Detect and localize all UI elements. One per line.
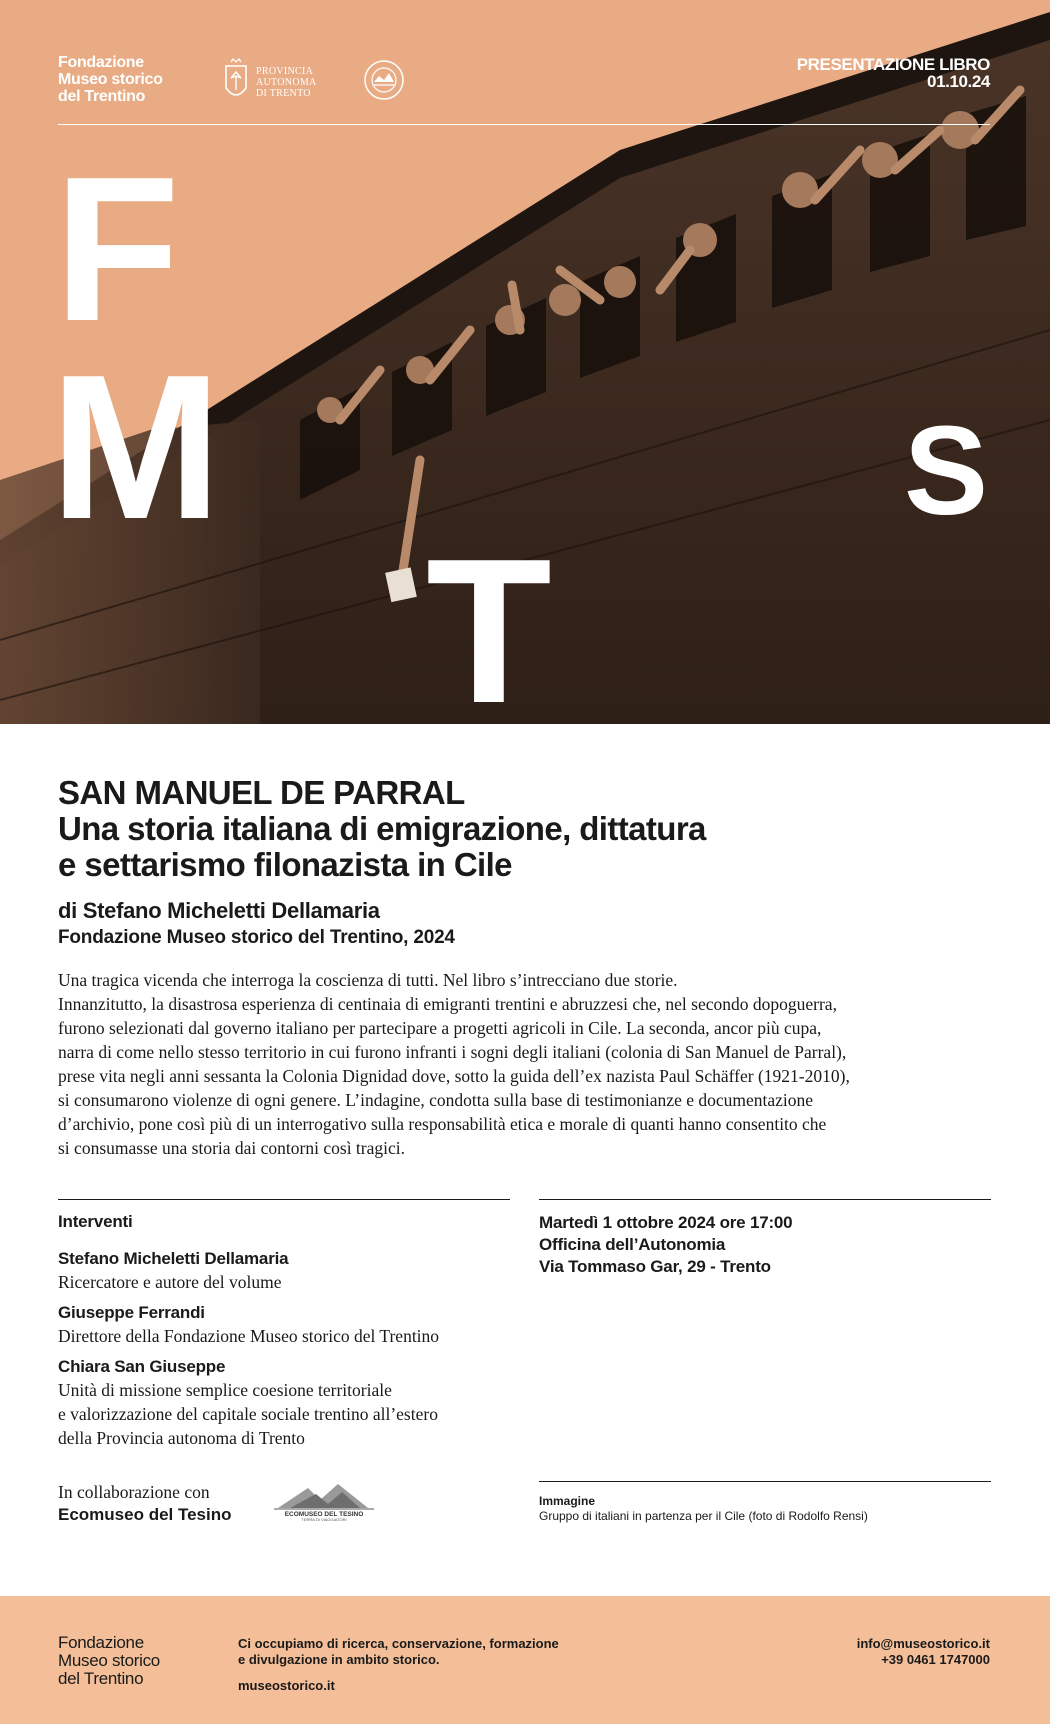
book-author: di Stefano Micheletti Dellamaria <box>58 898 380 923</box>
speaker-item <box>58 1248 510 1294</box>
hero-banner <box>0 0 1050 724</box>
event-venue: Officina dell’Autonomia <box>539 1235 726 1254</box>
footer <box>0 1596 1050 1724</box>
speakers-heading: Interventi <box>58 1212 133 1231</box>
logo-letter-t: T <box>426 516 552 724</box>
book-title: SAN MANUEL DE PARRAL <box>58 774 465 811</box>
speaker-role: Ricercatore e autore del volume <box>58 1272 282 1292</box>
ecomuseo-logo-tagline: TERRA DI VIAGGIATORI <box>301 1517 347 1522</box>
image-credit-caption: Gruppo di italiani in partenza per il Cile (foto di Rodolfo Rensi) <box>539 1509 868 1523</box>
speaker-item <box>58 1302 510 1348</box>
speaker-name: Giuseppe Ferrandi <box>58 1303 205 1322</box>
speaker-name: Chiara San Giuseppe <box>58 1357 226 1376</box>
speaker-role: Direttore della Fondazione Museo storico del Trentino <box>58 1326 440 1346</box>
footer-foundation-logo[interactable]: Fondazione Museo storico del Trentino <box>58 1633 160 1688</box>
footer-website-link[interactable]: museostorico.it <box>238 1678 335 1693</box>
event-datetime: Martedì 1 ottobre 2024 ore 17:00 <box>539 1213 793 1232</box>
speaker-role: Unità di missione semplice coesione territoriale e valorizzazione del capitale sociale trentino all’estero della Provincia autonoma di Trento <box>58 1380 438 1448</box>
image-credit-heading: Immagine <box>539 1494 596 1508</box>
book-publisher: Fondazione Museo storico del Trentino, 2024 <box>58 927 455 948</box>
speaker-item <box>58 1356 510 1450</box>
province-logo[interactable]: PROVINCIA AUTONOMA DI TRENTO <box>222 58 317 106</box>
book-subtitle: Una storia italiana di emigrazione, dittatura e settarismo filonazista in Cile <box>58 810 706 883</box>
collaboration-label: In collaborazione con <box>58 1482 210 1502</box>
foundation-logo[interactable]: Fondazione Museo storico del Trentino <box>58 54 163 105</box>
image-credit <box>539 1494 868 1524</box>
ecomuseo-logo[interactable] <box>268 1478 380 1522</box>
logo-letter-s: S <box>904 400 989 541</box>
event-type: PRESENTAZIONE LIBRO <box>796 55 990 74</box>
event-address: Via Tommaso Gar, 29 - Trento <box>539 1257 771 1276</box>
speakers-section <box>58 1212 510 1458</box>
footer-contact <box>857 1636 990 1668</box>
event-details <box>539 1212 991 1278</box>
speaker-name: Stefano Micheletti Dellamaria <box>58 1249 289 1268</box>
event-date: 01.10.24 <box>927 72 990 91</box>
left-divider <box>58 1199 510 1200</box>
header-divider <box>58 124 990 125</box>
collaboration <box>58 1480 232 1526</box>
book-info <box>58 774 988 951</box>
book-description: Una tragica vicenda che interroga la coscienza di tutti. Nel libro s’intrecciano due storie. Innanzitutto, la disastrosa esperienza di centinaia di emigranti trentini e abruzzesi che, nel secondo dopoguerra, furono selezionati dal governo italiano per partecipare a progetti agricoli in Cile. La seconda, ancor più cupa, narra di come nello stesso territorio in cui furono infranti i sogni degli italiani (colonia di San Manuel de Parral), prese vita negli anni sessanta la Colonia Dignidad dove, sotto la guida dell’ex nazista Paul Schäffer (1921-2010), si consumarono violenze di ogni genere. L’indagine, condotta sulla base di testimonianze e documentazione d’archivio, pone così più di un interrogativo sulla responsabilità etica e morale di quanti hanno consentito che si consumasse una storia dai contorni così tragici. <box>58 970 850 1158</box>
footer-mission: Ci occupiamo di ricerca, conservazione, formazione e divulgazione in ambito storico. museostorico.it <box>238 1636 559 1693</box>
right-divider <box>539 1199 991 1200</box>
credit-divider <box>539 1481 991 1482</box>
footer-email-link[interactable]: info@museostorico.it <box>856 1636 990 1651</box>
logo-letter-m: M <box>50 332 222 562</box>
collaboration-partner: Ecomuseo del Tesino <box>58 1505 232 1524</box>
event-tag <box>797 56 990 90</box>
ecomuseo-logo-text: ECOMUSEO DEL TESINO <box>284 1511 364 1518</box>
eagle-shield-icon <box>222 58 250 106</box>
logo-letter-f: F <box>54 134 180 364</box>
footer-phone[interactable]: +39 0461 1747000 <box>881 1652 990 1667</box>
trentino-seal-icon[interactable] <box>362 58 406 102</box>
